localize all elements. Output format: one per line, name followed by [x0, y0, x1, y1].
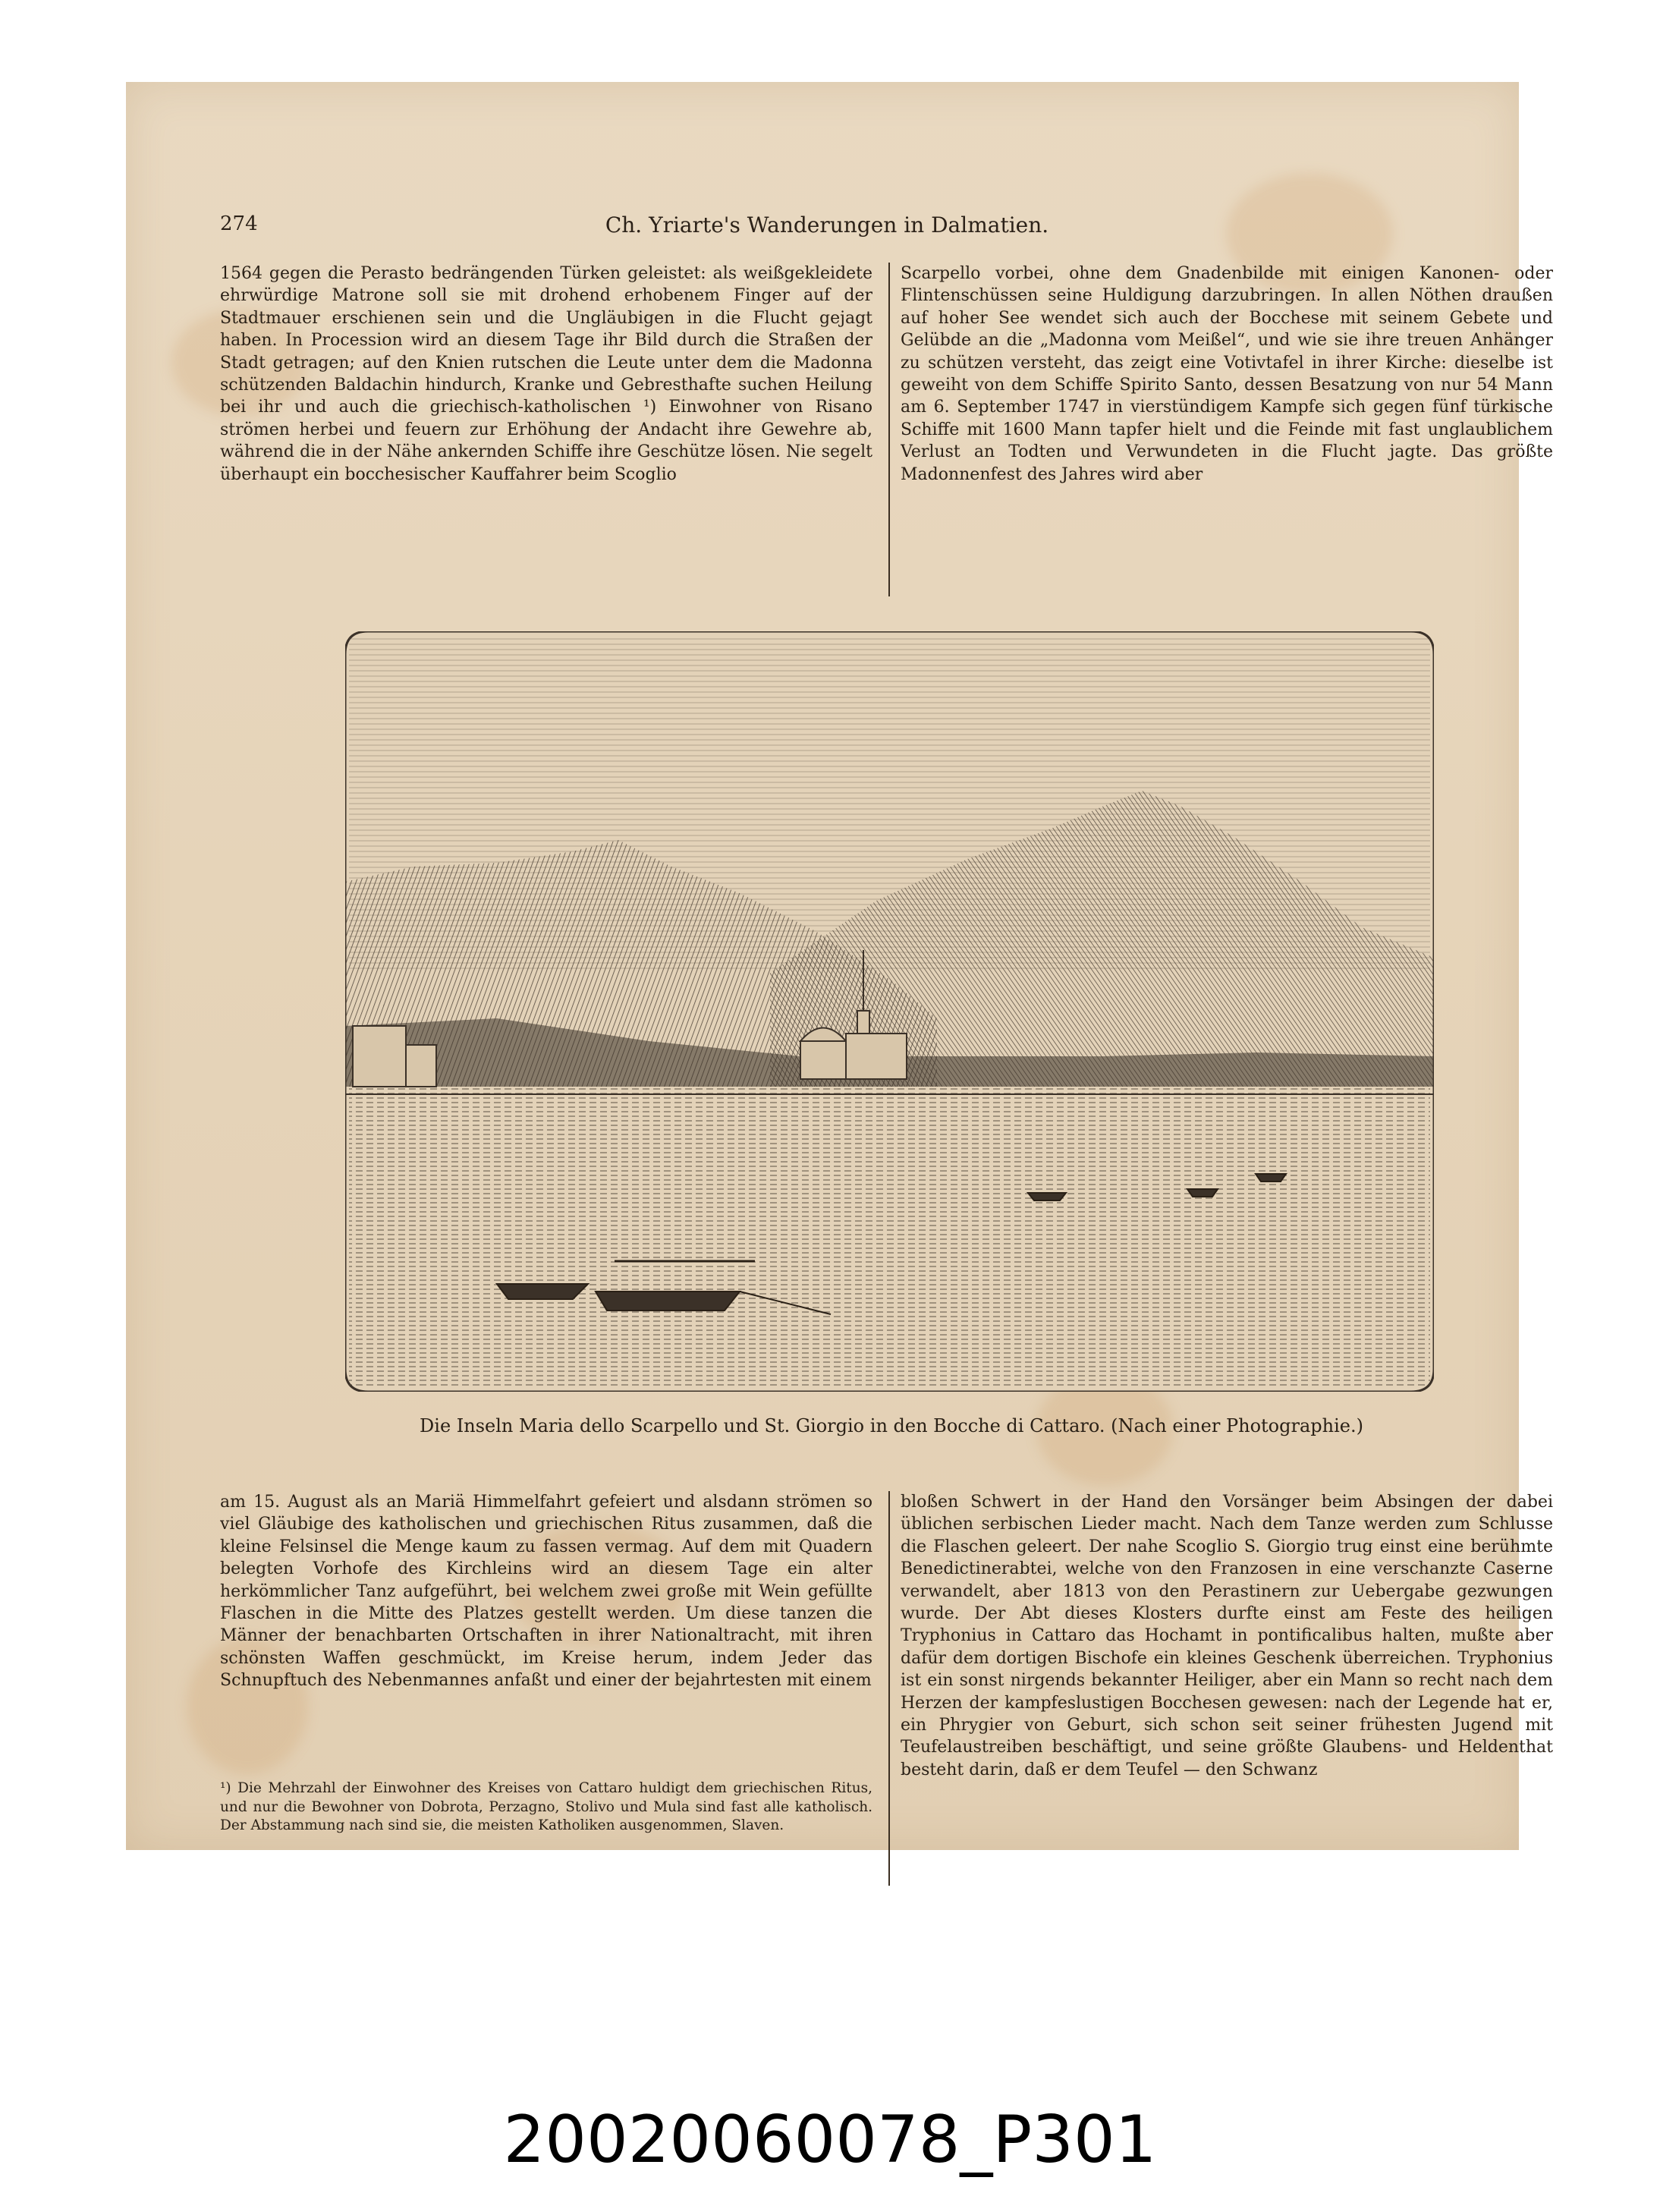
footnote: ¹) Die Mehrzahl der Einwohner des Kreises von Cattaro huldigt dem griechischen Ritus, und nur die Bewohner von Dobrota, Perzagno, Stolivo und Mula sind fast alle katholisch. Der Abstammung nach sind sie, die meisten Katholiken ausgenommen, Slaven. — [220, 1780, 872, 1833]
running-head — [220, 212, 1434, 243]
engraving-illustration — [345, 631, 1434, 1392]
text-column-bottom-left: am 15. August als an Mariä Himmelfahrt gefeiert und alsdann strömen so viel Gläubige des katholischen und griechischen Ritus zusammen, daß die kleine Felsinsel die Menge kaum zu fassen vermag. Auf dem mit Quadern belegten Vorhofe des Kirchleins wird an diesem Tage ein alter herkömmlicher Tanz aufgeführt, bei welchem zwei große mit Wein gefüllte Flaschen in die Mitte des Platzes gestellt werden. Um diese tanzen die Männer der benachbarten Ortschaften in ihrer Nationaltracht, mit ihren schönsten Waffen geschmückt, im Kreise herum, indem Jeder das Schnupftuch des Nebenmannes anfaßt und einer der bejahrtesten mit einem — [220, 1493, 872, 1691]
column-divider-top — [888, 263, 890, 596]
figure-caption: Die Inseln Maria dello Scarpello und St. Giorgio in den Bocche di Cattaro. (Nach einer Photographie.) — [420, 1415, 1363, 1436]
column-divider-bottom — [888, 1491, 890, 1886]
text-column-bottom-right: bloßen Schwert in der Hand den Vorsänger beim Absingen der dabei üblichen serbischen Lieder macht. Nach dem Tanze werden zum Schlusse die Flaschen geleert. Der nahe Scoglio S. Giorgio trug einst eine berühmte Benedictinerabtei, welche von den Franzosen in eine verschanzte Caserne verwandelt, aber 1813 von den Perastinern zur Uebergabe gezwungen wurde. Der Abt dieses Klosters durfte einst am Feste des heiligen Tryphonius in Cattaro das Hochamt in pontificalibus halten, mußte aber dafür dem dortigen Bischofe ein kleines Geschenk überreichen. Tryphonius ist ein sonst nirgends bekannter Heiliger, aber ein Mann so recht nach dem Herzen der kampfeslustigen Bocchesen gewesen: nach der Legende hat er, ein Phrygier von Geburt, sich schon seit seiner frühesten Jugend mit Teufelaustreiben beschäftigt, und seine größte Glaubens- und Heldenthat besteht darin, daß er dem Teufel — den Schwanz — [901, 1493, 1553, 1779]
text-column-top-left: 1564 gegen die Perasto bedrängenden Türken geleistet: als weißgekleidete ehrwürdige Matrone soll sie mit drohend erhobenem Finger auf der Stadtmauer erschienen sein und die Ungläubigen in die Flucht gejagt haben. In Procession wird an diesem Tage ihr Bild durch die Straßen der Stadt getragen; auf den Knien rutschen die Leute unter dem die Madonna schützenden Baldachin hindurch, Kranke und Gebresthafte suchen Heilung bei ihr und auch die griechisch-katholischen ¹) Einwohner von Risano strömen herbei und feuern zur Erhöhung der Andacht ihre Gewehre ab, während die in der Nähe ankernden Schiffe ihre Geschütze lösen. Nie segelt überhaupt ein bocchesischer Kauffahrer beim Scoglio — [220, 264, 872, 484]
archive-id-label: 20020060078_P301 — [503, 2102, 1157, 2178]
text-column-top-right: Scarpello vorbei, ohne dem Gnadenbilde mit einigen Kanonen- oder Flintenschüssen seine Huldigung darzubringen. In allen Nöthen draußen auf hoher See wendet sich auch der Bocchese mit seinem Gebete und Gelübde an die „Madonna vom Meißel“, und wie sie ihre treuen Anhänger zu schützen versteht, das zeigt eine Votivtafel in ihrer Kirche: dieselbe ist geweiht von dem Schiffe Spirito Santo, dessen Besatzung von nur 54 Mann am 6. September 1747 in vierstündigem Kampfe sich gegen fünf türkische Schiffe mit 1600 Mann tapfer hielt und die Feinde mit fast unglaublichem Verlust an Todten und Verwundeten in die Flucht jagte. Das größte Madonnenfest des Jahres wird aber — [901, 264, 1553, 484]
page-number: 274 — [220, 212, 258, 235]
running-title: Ch. Yriarte's Wanderungen in Dalmatien. — [605, 212, 1049, 238]
